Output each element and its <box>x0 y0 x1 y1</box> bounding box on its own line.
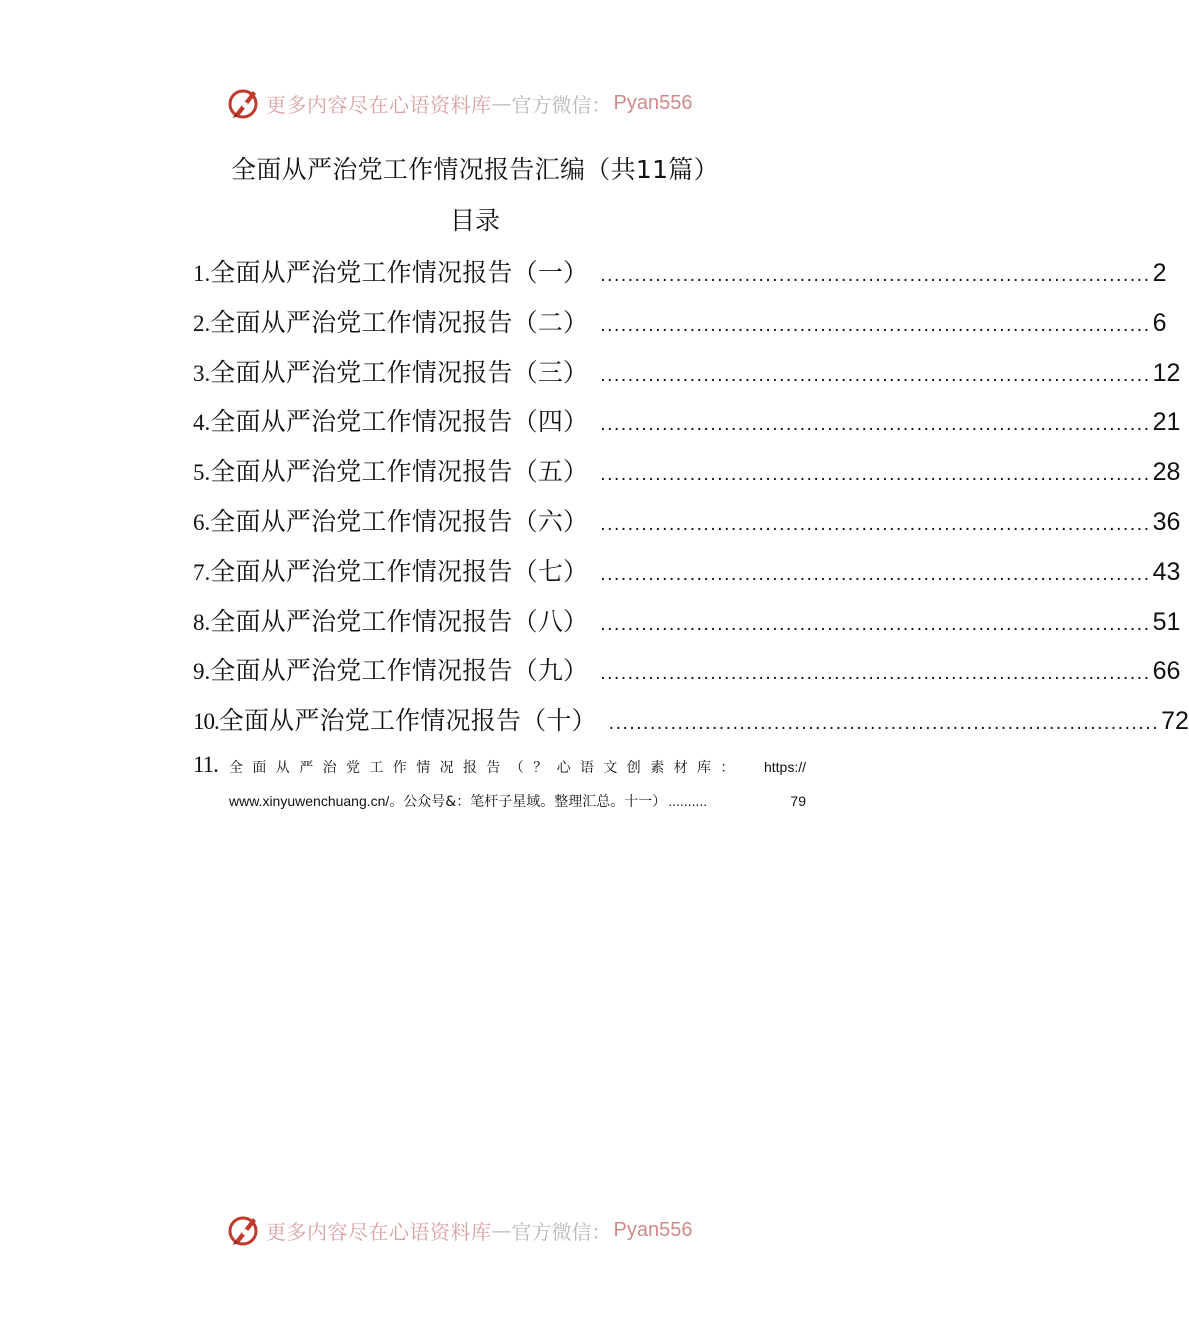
toc-entry-page: 72 <box>1161 707 1189 736</box>
toc-entry-page: 79 <box>790 793 806 809</box>
dot-leader: .......... <box>668 793 708 809</box>
dot-leader: ................................................................................ <box>600 314 1151 336</box>
quill-pen-seal-icon <box>226 85 262 121</box>
table-of-contents <box>193 248 1189 746</box>
toc-entry-label: 全面从严治党工作情况报告（九） <box>210 656 589 686</box>
toc-entry-page: 12 <box>1152 358 1181 387</box>
toc-entry-page: 51 <box>1152 607 1181 636</box>
dot-leader: ................................................................................ <box>600 414 1151 436</box>
toc-entry-page: 2 <box>1152 259 1167 287</box>
toc-entry-label: 全面从严治党工作情况报告（二） <box>210 307 589 337</box>
toc-entry-last[interactable] <box>193 752 806 816</box>
toc-entry-number: 10. <box>193 709 219 735</box>
banner-wechat-label: 官方微信： <box>511 92 612 117</box>
toc-entry[interactable] <box>193 348 1181 398</box>
dot-leader: ................................................................................ <box>600 663 1151 685</box>
toc-entry-number: 6. <box>193 509 211 535</box>
toc-entry[interactable] <box>193 597 1181 647</box>
toc-entry-number: 4. <box>193 410 211 436</box>
banner-wechat-id: Pyan556 <box>613 91 693 114</box>
toc-entry[interactable] <box>193 298 1167 348</box>
document-title: 全面从严治党工作情况报告汇编（共11篇） <box>231 155 719 184</box>
toc-entry-page: 66 <box>1152 657 1181 686</box>
toc-entry-label: 全面从严治党工作情况报告（四） <box>210 407 589 437</box>
toc-entry-label: 全面从严治党工作情况报告（六） <box>210 506 589 536</box>
banner-dash: — <box>491 91 512 115</box>
toc-entry[interactable] <box>193 497 1181 547</box>
toc-entry[interactable] <box>193 696 1189 746</box>
banner-text: 更多内容尽在心语资料库 <box>266 92 492 117</box>
dot-leader: ................................................................................ <box>600 513 1151 535</box>
toc-entry-number: 9. <box>193 659 211 685</box>
dot-leader: ................................................................................ <box>600 613 1151 635</box>
toc-entry[interactable] <box>193 248 1167 298</box>
dot-leader: ................................................................................ <box>600 563 1151 585</box>
toc-entry-number: 11. <box>193 752 218 777</box>
banner-wechat-id: Pyan556 <box>613 1218 693 1241</box>
toc-entry-label: 全面从严治党工作情况报告（？心语文创素材库： <box>229 760 744 776</box>
toc-entry-page: 36 <box>1152 507 1181 536</box>
toc-entry-number: 1. <box>193 261 211 286</box>
quill-pen-seal-icon <box>226 1212 262 1248</box>
toc-entry-label: 全面从严治党工作情况报告（三） <box>210 357 589 387</box>
banner-wechat-label: 官方微信： <box>511 1219 612 1244</box>
toc-entry-number: 5. <box>193 460 211 486</box>
toc-entry-label: 全面从严治党工作情况报告（七） <box>210 556 589 586</box>
toc-entry[interactable] <box>193 397 1181 447</box>
dot-leader: ................................................................................ <box>600 265 1151 286</box>
dot-leader: ................................................................................ <box>608 713 1160 735</box>
toc-entry[interactable] <box>193 447 1181 497</box>
toc-entry[interactable] <box>193 646 1181 696</box>
toc-entry-url-part: www.xinyuwenchuang.cn/ <box>229 793 390 809</box>
toc-entry-label: 全面从严治党工作情况报告（八） <box>210 606 589 636</box>
toc-entry-page: 6 <box>1152 308 1167 337</box>
toc-entry-page: 28 <box>1152 458 1181 487</box>
toc-entry-number: 3. <box>193 360 211 386</box>
toc-entry-page: 43 <box>1152 557 1181 586</box>
toc-entry-label: 全面从严治党工作情况报告（十） <box>218 706 597 736</box>
header-banner <box>226 83 692 123</box>
toc-heading: 目录 <box>449 206 500 235</box>
dot-leader: ................................................................................ <box>600 364 1151 386</box>
toc-entry-label: 全面从严治党工作情况报告（一） <box>210 258 589 287</box>
banner-text: 更多内容尽在心语资料库 <box>266 1219 492 1244</box>
toc-entry-label: 全面从严治党工作情况报告（五） <box>210 457 589 487</box>
footer-banner <box>226 1210 692 1250</box>
toc-entry-page: 21 <box>1152 408 1181 437</box>
banner-dash: — <box>491 1218 512 1242</box>
toc-entry[interactable] <box>193 547 1181 597</box>
toc-entry-label-continued: 。公众号&：笔杆子星域。整理汇总。十一） <box>389 794 667 810</box>
toc-entry-number: 2. <box>193 310 211 336</box>
dot-leader: ................................................................................ <box>600 464 1151 486</box>
toc-entry-url-part: https:// <box>763 759 806 775</box>
toc-entry-number: 8. <box>193 609 211 635</box>
toc-entry-number: 7. <box>193 559 211 585</box>
